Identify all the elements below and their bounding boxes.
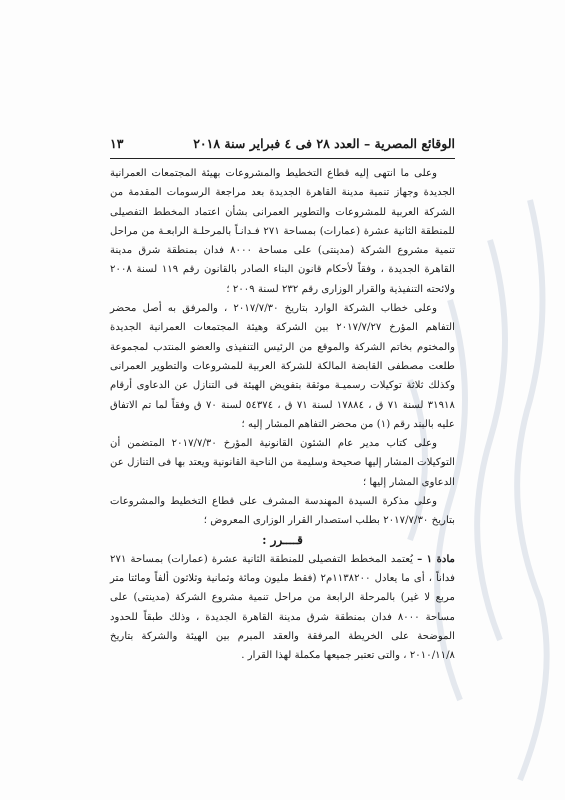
preamble-paragraph: وعلى مذكرة السيدة المهندسة المشرف على قطاع التخطيط والمشروعات بتاريخ ٢٠١٧/٧/٣٠ بطلب استصدار القرار الوزارى المعروض ؛ bbox=[110, 496, 455, 527]
preamble-paragraph: وعلى خطاب الشركة الوارد بتاريخ ٢٠١٧/٧/٣٠ ، والمرفق به أصل محضر التفاهم المؤرخ ٢٠١٧/٧/٢٧ بين الشركة وهيئة المجتمعات العمرانية الجديدة والمختوم بخاتم الشركة والموقع من الرئيس التنفيذى والعضو المنتدب لمجموعة طلعت مصطفى القابضة المالكة للشركة العربية للمشروعات والتطوير العمرانى وكذلك ثلاثة توكيلات رسميـة موثقة بتفويض الهيئة فى التنازل عن الدعاوى أرقام ٣١٩١٨ لسنة ٧١ ق ، ١٧٨٨٤ لسنة ٧١ ق ، ٥٤٣٧٤ لسنة ٧٠ ق وفقاً لما تم الاتفاق عليه بالبند رقم (١) من محضر التفاهم المشار إليه ؛ bbox=[110, 303, 455, 430]
preamble-paragraph: وعلى ما انتهى إليه قطاع التخطيط والمشروعات بهيئة المجتمعات العمرانية الجديدة وجهاز تنمية مدينة القاهرة الجديدة بعد مراجعة الرسومات المقدمة من الشركة العربية للمشروعات والتطوير العمرانى بشأن اعتماد المخطط التفصيلى للمنطقة الثانية عشرة (عمارات) بمساحة ٢٧١ فـدانـاً بالمرحلـة الرابعـة من مراحل تنمية مشروع الشركة (مدينتى) على مساحة ٨٠٠٠ فدان بمنطقة شرق مدينة القاهرة الجديدة ، وفقاً لأحكام قانون البناء الصادر بالقانون رقم ١١٩ لسنة ٢٠٠٨ ولائحته التنفيذية والقرار الوزارى رقم ٢٣٢ لسنة ٢٠٠٩ ؛ bbox=[110, 168, 455, 295]
document-body bbox=[110, 164, 455, 665]
decision-heading: قــــرر : bbox=[262, 532, 303, 547]
preamble-paragraph: وعلى كتاب مدير عام الشئون القانونية المؤرخ ٢٠١٧/٧/٣٠ المتضمن أن التوكيلات المشار إليها صحيحة وسليمة من الناحية القانونية ويعتد بها فى التنازل عن الدعاوى المشار إليها ؛ bbox=[110, 438, 455, 488]
header-divider bbox=[110, 158, 455, 159]
article-1 bbox=[110, 550, 455, 666]
page-header bbox=[110, 134, 455, 152]
article-label: مادة ١ – bbox=[417, 552, 456, 565]
page-number: ١٣ bbox=[110, 135, 124, 151]
running-title: الوقائع المصرية – العدد ٢٨ فى ٤ فبراير سنة ٢٠١٨ bbox=[193, 135, 455, 151]
article-text: يُعتمد المخطط التفصيلى للمنطقة الثانية عشرة (عمارات) بمساحة ٢٧١ فداناً ، أى ما يعادل ١١٣٨٢٠٠م٢ (فقط مليون ومائة وثمانية وثلاثون ألفاً ومائتا متر مربع لا غير) بالمرحلة الرابعة من مراحل تنمية مشروع الشركة (مدينتى) على مساحة ٨٠٠٠ فدان بمنطقة شرق مدينة القاهرة الجديدة ، وذلك طبقاً للحدود الموضحة على الخريطة المرفقة والعقد المبرم بين الهيئة والشركة بتاريخ ٢٠١٠/١١/٨ ، والتى تعتبر جميعها مكملة لهذا القرار . bbox=[110, 553, 456, 662]
